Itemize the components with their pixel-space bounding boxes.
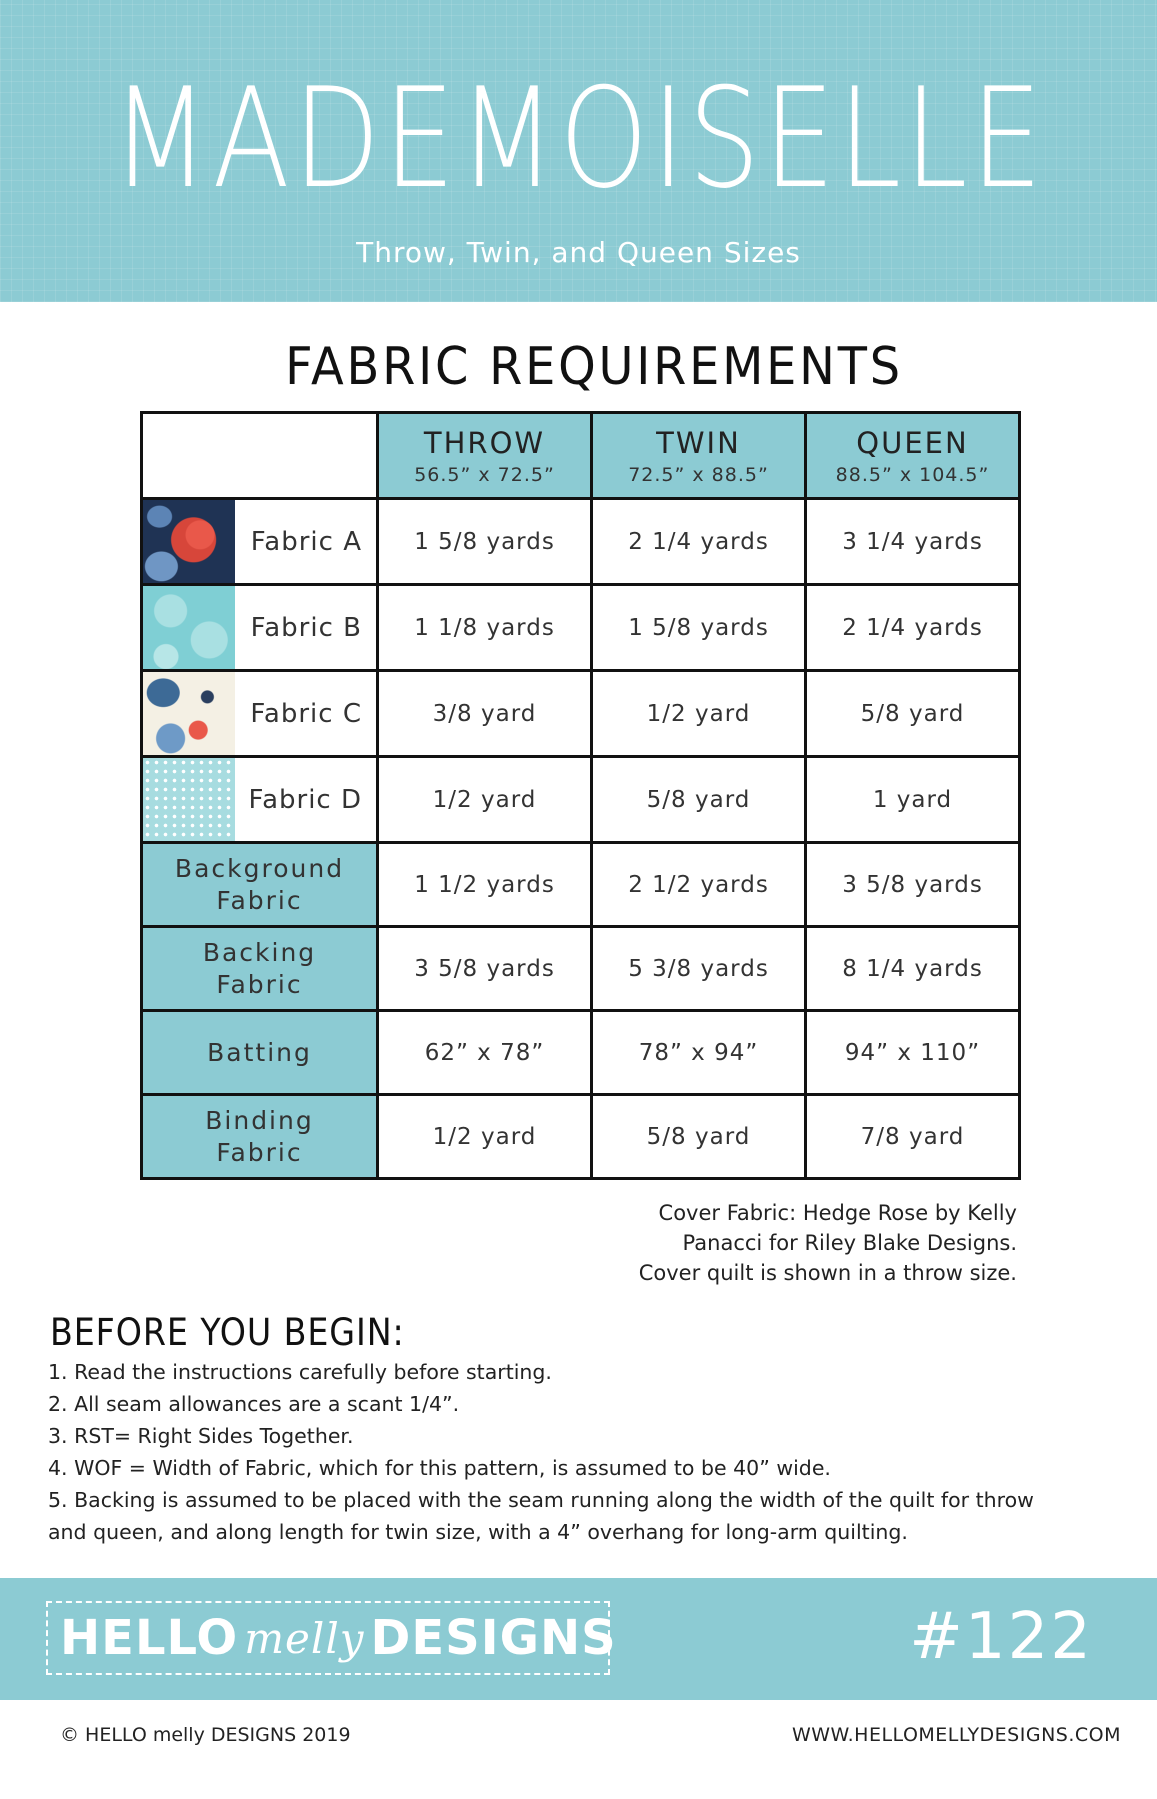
row-label-line: Fabric	[216, 1137, 303, 1167]
table-cell: 2 1/4 yards	[806, 585, 1020, 671]
fabric-requirements-heading: FABRIC REQUIREMENTS	[285, 337, 903, 397]
row-label-cell	[142, 843, 378, 927]
row-label-cell	[142, 757, 378, 843]
pattern-number: #122	[909, 1600, 1093, 1674]
table-row-backing	[142, 927, 1020, 1011]
table-cell: 78” x 94”	[592, 1011, 806, 1095]
column-name: QUEEN	[856, 425, 969, 460]
table-row-background	[142, 843, 1020, 927]
table-cell: 5 3/8 yards	[592, 927, 806, 1011]
table-cell: 2 1/4 yards	[592, 499, 806, 585]
row-label: Fabric D	[248, 784, 362, 815]
table-row-fabric-a	[142, 499, 1020, 585]
table-cell: 1 yard	[806, 757, 1020, 843]
column-name: THROW	[423, 425, 546, 460]
table-cell: 7/8 yard	[806, 1095, 1020, 1179]
row-label-line: Binding	[205, 1106, 314, 1136]
cover-note-line: Panacci for Riley Blake Designs.	[682, 1231, 1017, 1255]
row-label-line: Fabric	[216, 969, 303, 999]
before-you-begin-list	[48, 1356, 1128, 1548]
website-link[interactable]: WWW.HELLOMELLYDESIGNS.COM	[791, 1724, 1121, 1746]
table-cell: 1 1/2 yards	[378, 843, 592, 927]
footer-banner	[0, 1578, 1157, 1700]
table-row-binding	[142, 1095, 1020, 1179]
pattern-title: MADEMOISELLE	[111, 58, 1046, 219]
row-label-cell	[142, 1095, 378, 1179]
row-label: Fabric C	[250, 698, 362, 729]
copyright-text: © HELLO melly DESIGNS 2019	[60, 1724, 351, 1746]
row-label-line: Fabric	[216, 885, 303, 915]
table-cell: 1/2 yard	[378, 757, 592, 843]
fabric-swatch-image	[143, 758, 235, 841]
column-size: 56.5” x 72.5”	[414, 463, 555, 486]
row-label: Fabric A	[250, 526, 362, 557]
table-header-row	[142, 413, 1020, 499]
row-label-cell	[142, 585, 378, 671]
row-label-line: Background	[174, 854, 345, 884]
table-cell: 1 1/8 yards	[378, 585, 592, 671]
row-label-cell	[142, 1011, 378, 1095]
table-cell: 94” x 110”	[806, 1011, 1020, 1095]
row-label-cell	[142, 671, 378, 757]
table-cell: 1 5/8 yards	[378, 499, 592, 585]
table-cell: 1/2 yard	[378, 1095, 592, 1179]
table-row-fabric-d	[142, 757, 1020, 843]
column-name: TWIN	[656, 425, 741, 460]
table-row-batting	[142, 1011, 1020, 1095]
row-label-line: Batting	[207, 1037, 312, 1067]
table-cell: 5/8 yard	[592, 757, 806, 843]
logo-word-script: melly	[244, 1613, 365, 1663]
row-label: Fabric B	[250, 612, 362, 643]
cover-fabric-note	[639, 1198, 1017, 1288]
table-cell: 1 5/8 yards	[592, 585, 806, 671]
table-cell: 2 1/2 yards	[592, 843, 806, 927]
brand-logo	[46, 1601, 617, 1675]
column-header-twin	[592, 413, 806, 499]
list-item: 1. Read the instructions carefully before starting.	[48, 1360, 552, 1384]
table-cell: 3 1/4 yards	[806, 499, 1020, 585]
list-item: and queen, and along length for twin size, with a 4” overhang for long-arm quilting.	[48, 1520, 908, 1544]
pattern-subtitle: Throw, Twin, and Queen Sizes	[356, 236, 801, 269]
table-cell: 8 1/4 yards	[806, 927, 1020, 1011]
list-item: 4. WOF = Width of Fabric, which for this pattern, is assumed to be 40” wide.	[48, 1456, 831, 1480]
table-cell: 3 5/8 yards	[378, 927, 592, 1011]
list-item: 5. Backing is assumed to be placed with the seam running along the width of the quilt for throw	[48, 1488, 1034, 1512]
fabric-swatch-image	[143, 586, 235, 669]
table-cell: 5/8 yard	[592, 1095, 806, 1179]
logo-word-hello: HELLO	[60, 1610, 239, 1666]
table-cell: 5/8 yard	[806, 671, 1020, 757]
cover-note-line: Cover Fabric: Hedge Rose by Kelly	[658, 1201, 1017, 1225]
list-item: 2. All seam allowances are a scant 1/4”.	[48, 1392, 460, 1416]
table-cell: 1/2 yard	[592, 671, 806, 757]
table-row-fabric-c	[142, 671, 1020, 757]
column-size: 72.5” x 88.5”	[628, 463, 769, 486]
fabric-requirements-table	[140, 411, 1021, 1180]
fabric-swatch-image	[143, 500, 235, 583]
header-banner	[0, 0, 1157, 302]
table-cell: 3/8 yard	[378, 671, 592, 757]
fabric-swatch-image	[143, 672, 235, 755]
column-size: 88.5” x 104.5”	[835, 463, 990, 486]
row-label-cell	[142, 499, 378, 585]
table-corner-cell	[142, 413, 378, 499]
cover-note-line: Cover quilt is shown in a throw size.	[638, 1261, 1017, 1285]
before-you-begin-heading: BEFORE YOU BEGIN:	[50, 1311, 405, 1354]
list-item: 3. RST= Right Sides Together.	[48, 1424, 354, 1448]
row-label-cell	[142, 927, 378, 1011]
column-header-queen	[806, 413, 1020, 499]
table-cell: 62” x 78”	[378, 1011, 592, 1095]
logo-word-designs: DESIGNS	[370, 1610, 617, 1666]
row-label-line: Backing	[202, 938, 317, 968]
table-row-fabric-b	[142, 585, 1020, 671]
column-header-throw	[378, 413, 592, 499]
table-cell: 3 5/8 yards	[806, 843, 1020, 927]
